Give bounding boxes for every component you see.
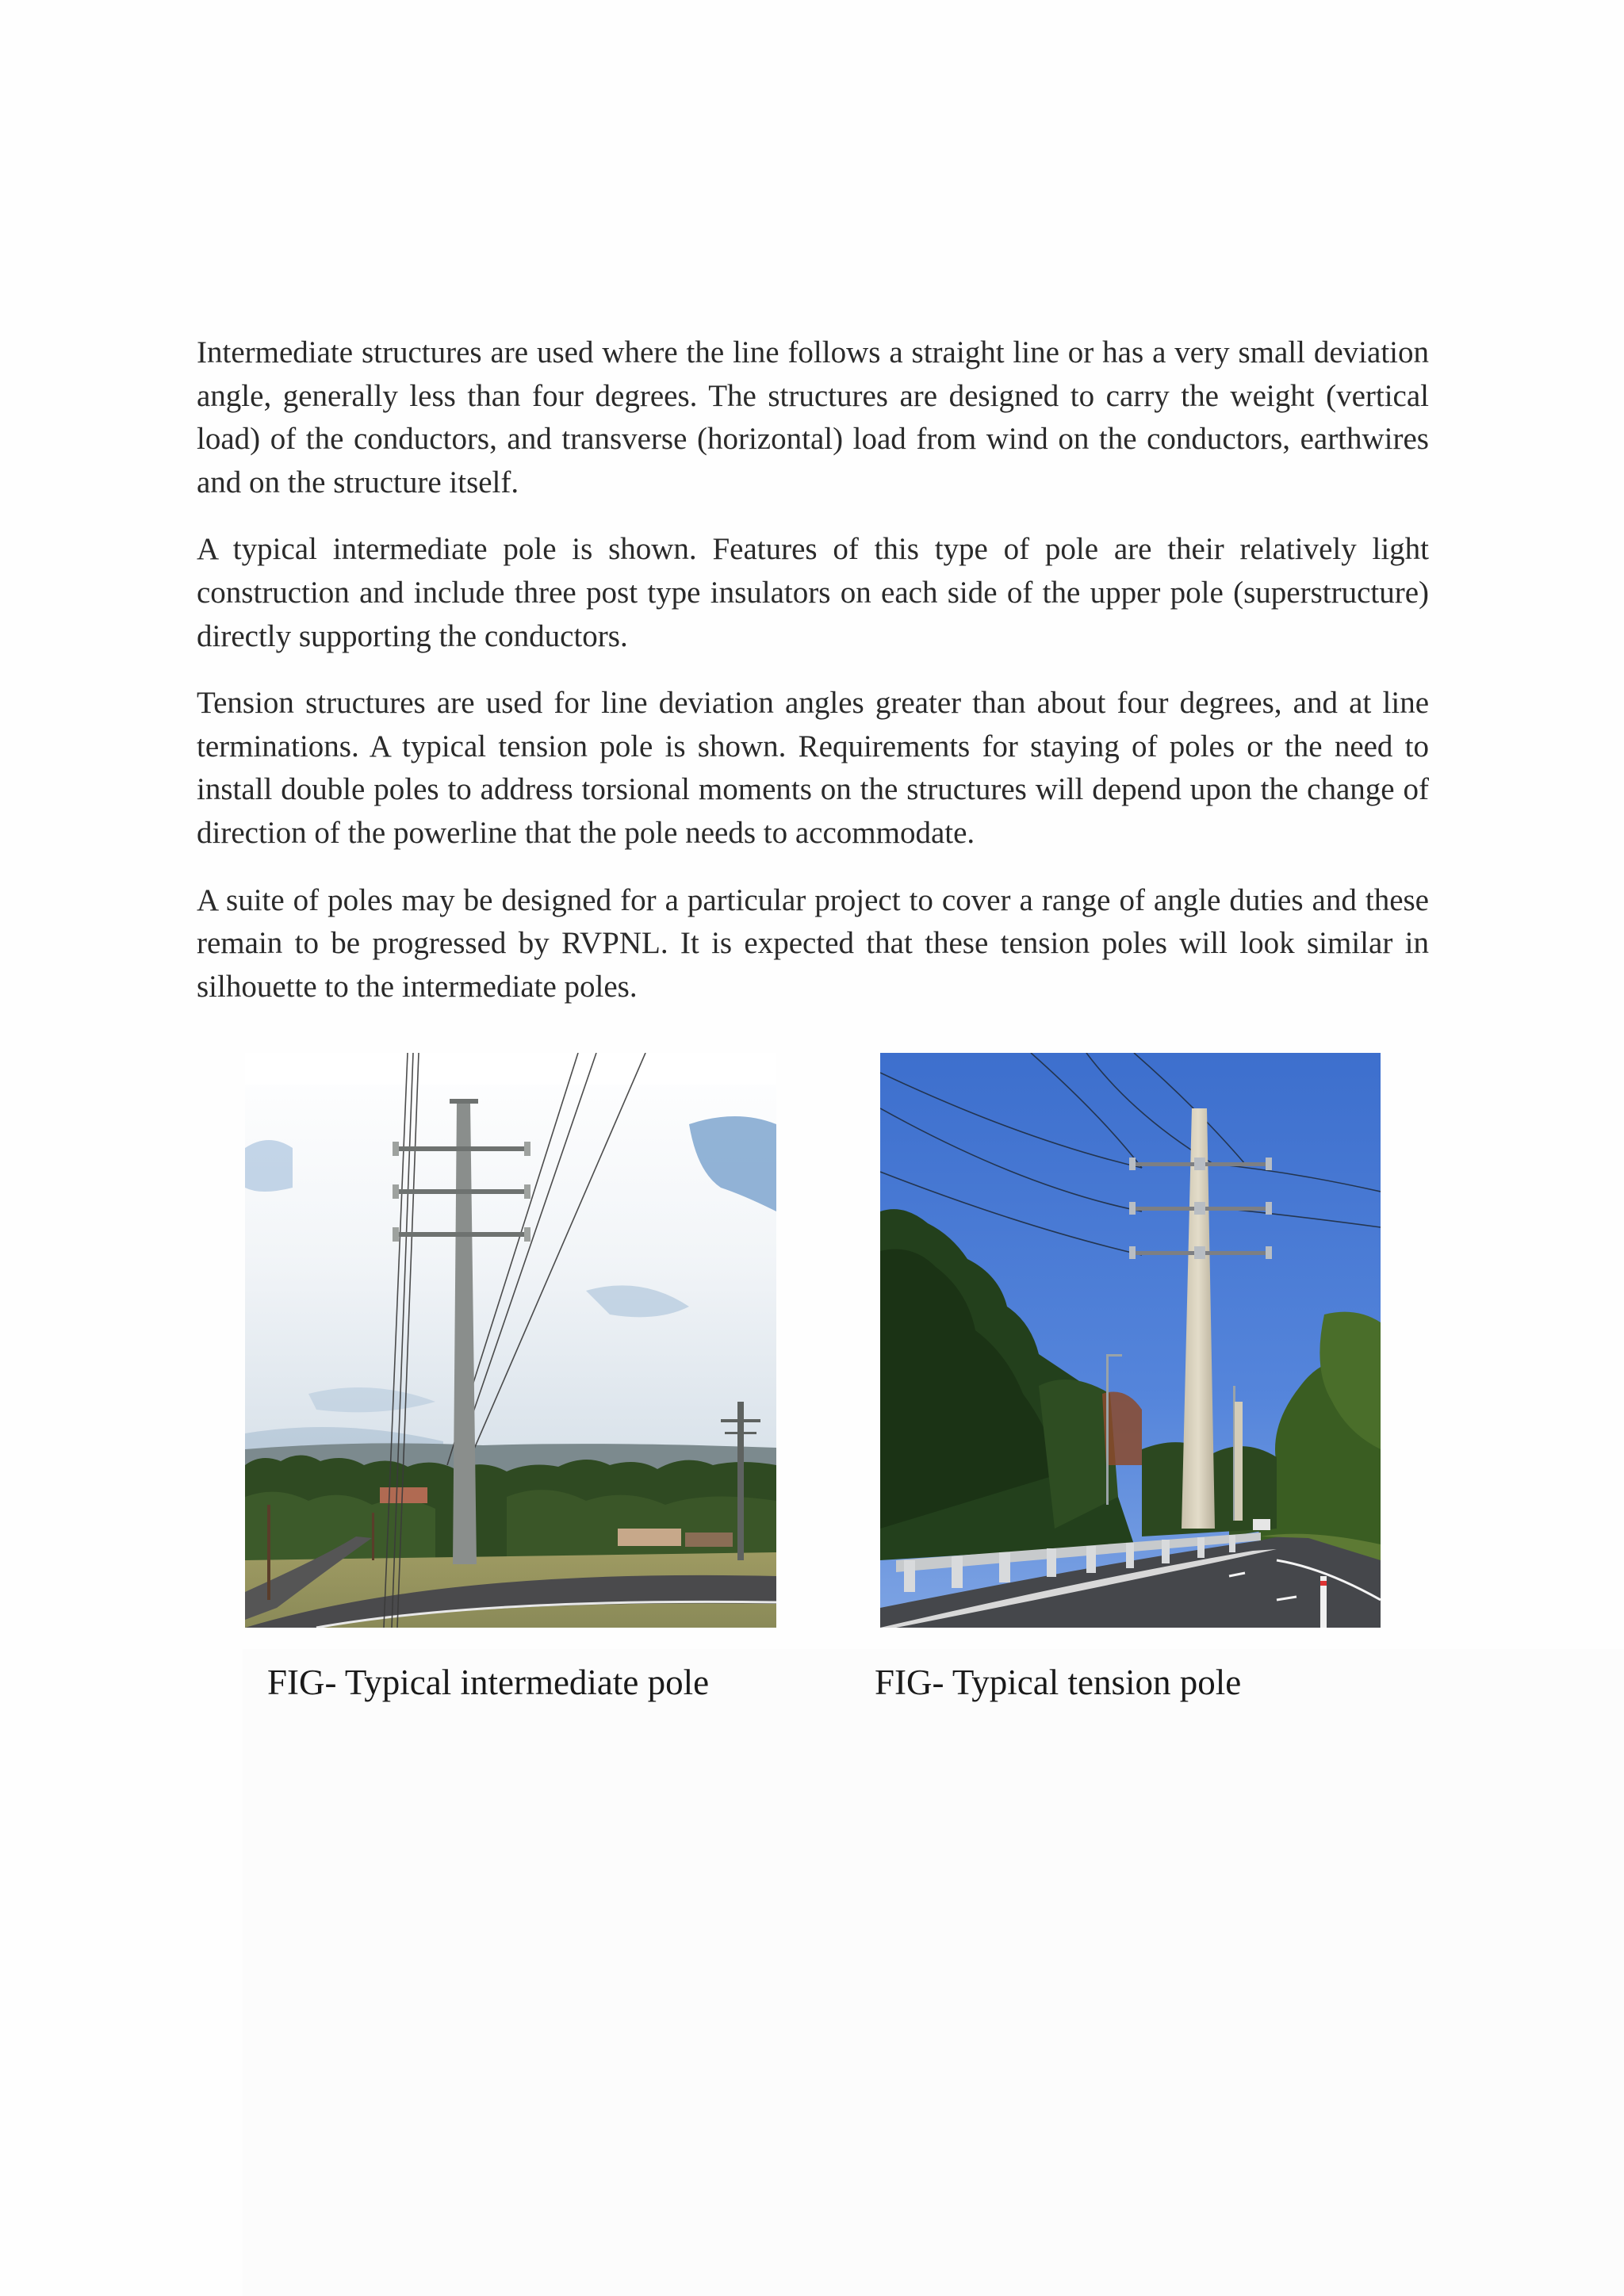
- figure-caption-tension-pole: FIG- Typical tension pole: [875, 1663, 1242, 1702]
- figure-caption-intermediate-pole: FIG- Typical intermediate pole: [267, 1663, 710, 1702]
- paragraph-intermediate-structures: Intermediate structures are used where the line follows a straight line or has a very small deviation angle, generally less than four degrees. The structures are designed to carry the weight (vertical load) of the conductors, and transverse (horizontal) load from wind on the conductors, earthwires and on the structure itself.: [197, 335, 1429, 499]
- body-text: [197, 331, 1429, 1032]
- paragraph-tension-structures: Tension structures are used for line deviation angles greater than about four degrees, and at line terminations. A typical tension pole is shown. Requirements for staying of poles or the need to install double poles to address torsional moments on the structures will depend upon the change of direction of the powerline that the pole needs to accommodate.: [197, 686, 1429, 850]
- intermediate-pole-photo: [245, 1053, 776, 1628]
- page-background-shade: [243, 1649, 1624, 2296]
- paragraph-intermediate-pole: A typical intermediate pole is shown. Features of this type of pole are their relatively light construction and include three post type insulators on each side of the upper pole (superstructure) directly supporting the conductors.: [197, 532, 1429, 653]
- paragraph-pole-suite: A suite of poles may be designed for a particular project to cover a range of angle duties and these remain to be progressed by RVPNL. It is expected that these tension poles will look similar in silhouette to the intermediate poles.: [197, 882, 1429, 1004]
- tension-pole-photo: [880, 1053, 1381, 1628]
